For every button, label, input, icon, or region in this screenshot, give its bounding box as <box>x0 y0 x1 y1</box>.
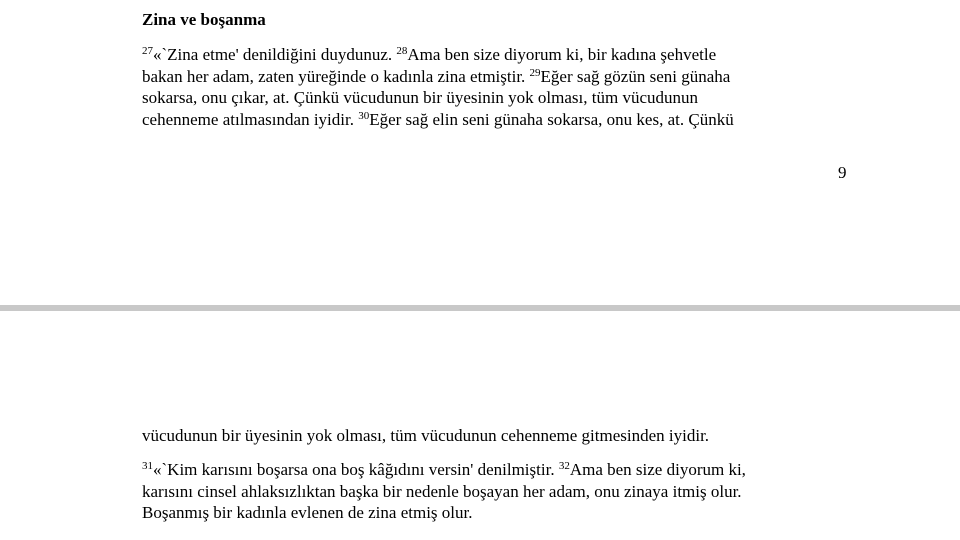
verse-text: Ama ben size diyorum ki, bir kadına şehvetle <box>407 45 717 64</box>
verse-text: cehenneme atılmasından iyidir. <box>142 109 359 129</box>
verse-number: 31 <box>142 460 153 472</box>
page-number: 9 <box>838 163 847 182</box>
text-line: sokarsa, onu çıkar, at. Çünkü vücudunun bir üyesinin yok olması, tüm vücudunun <box>142 88 698 107</box>
verse-number: 30 <box>358 109 370 122</box>
section-heading: Zina ve boşanma <box>142 10 266 29</box>
verse-number: 32 <box>558 460 570 472</box>
text-line: Boşanmış bir kadınla evlenen de zina etmiş olur. <box>142 503 473 522</box>
verse-text: «`Zina etme' denildiğini duydunuz. <box>153 45 397 64</box>
verse-text: Eğer sağ elin seni günaha sokarsa, onu kes, at. Çünkü <box>369 109 734 129</box>
paragraph-continuation <box>142 425 709 447</box>
text-line <box>142 66 734 88</box>
text-line: karısını cinsel ahlaksızlıktan başka bir nedenle boşayan her adam, onu zinaya itmiş olur. <box>142 481 742 501</box>
paragraph-verses-31-32 <box>142 459 746 524</box>
text-line <box>142 459 746 481</box>
verse-number: 27 <box>142 45 153 57</box>
verse-text: bakan her adam, zaten yüreğinde o kadınla zina etmiştir. <box>142 66 530 86</box>
verse-number: 29 <box>529 66 541 79</box>
text-line <box>142 44 734 66</box>
verse-number: 28 <box>396 45 408 57</box>
paragraph-verses-27-30 <box>142 44 734 130</box>
verse-text: Eğer sağ gözün seni günaha <box>540 66 731 86</box>
text-line: vücudunun bir üyesinin yok olması, tüm vücudunun cehenneme gitmesinden iyidir. <box>142 426 710 445</box>
verse-text: Ama ben size diyorum ki, <box>569 460 746 479</box>
text-line <box>142 109 734 131</box>
verse-text: «`Kim karısını boşarsa ona boş kâğıdını versin' denilmiştir. <box>153 460 559 479</box>
